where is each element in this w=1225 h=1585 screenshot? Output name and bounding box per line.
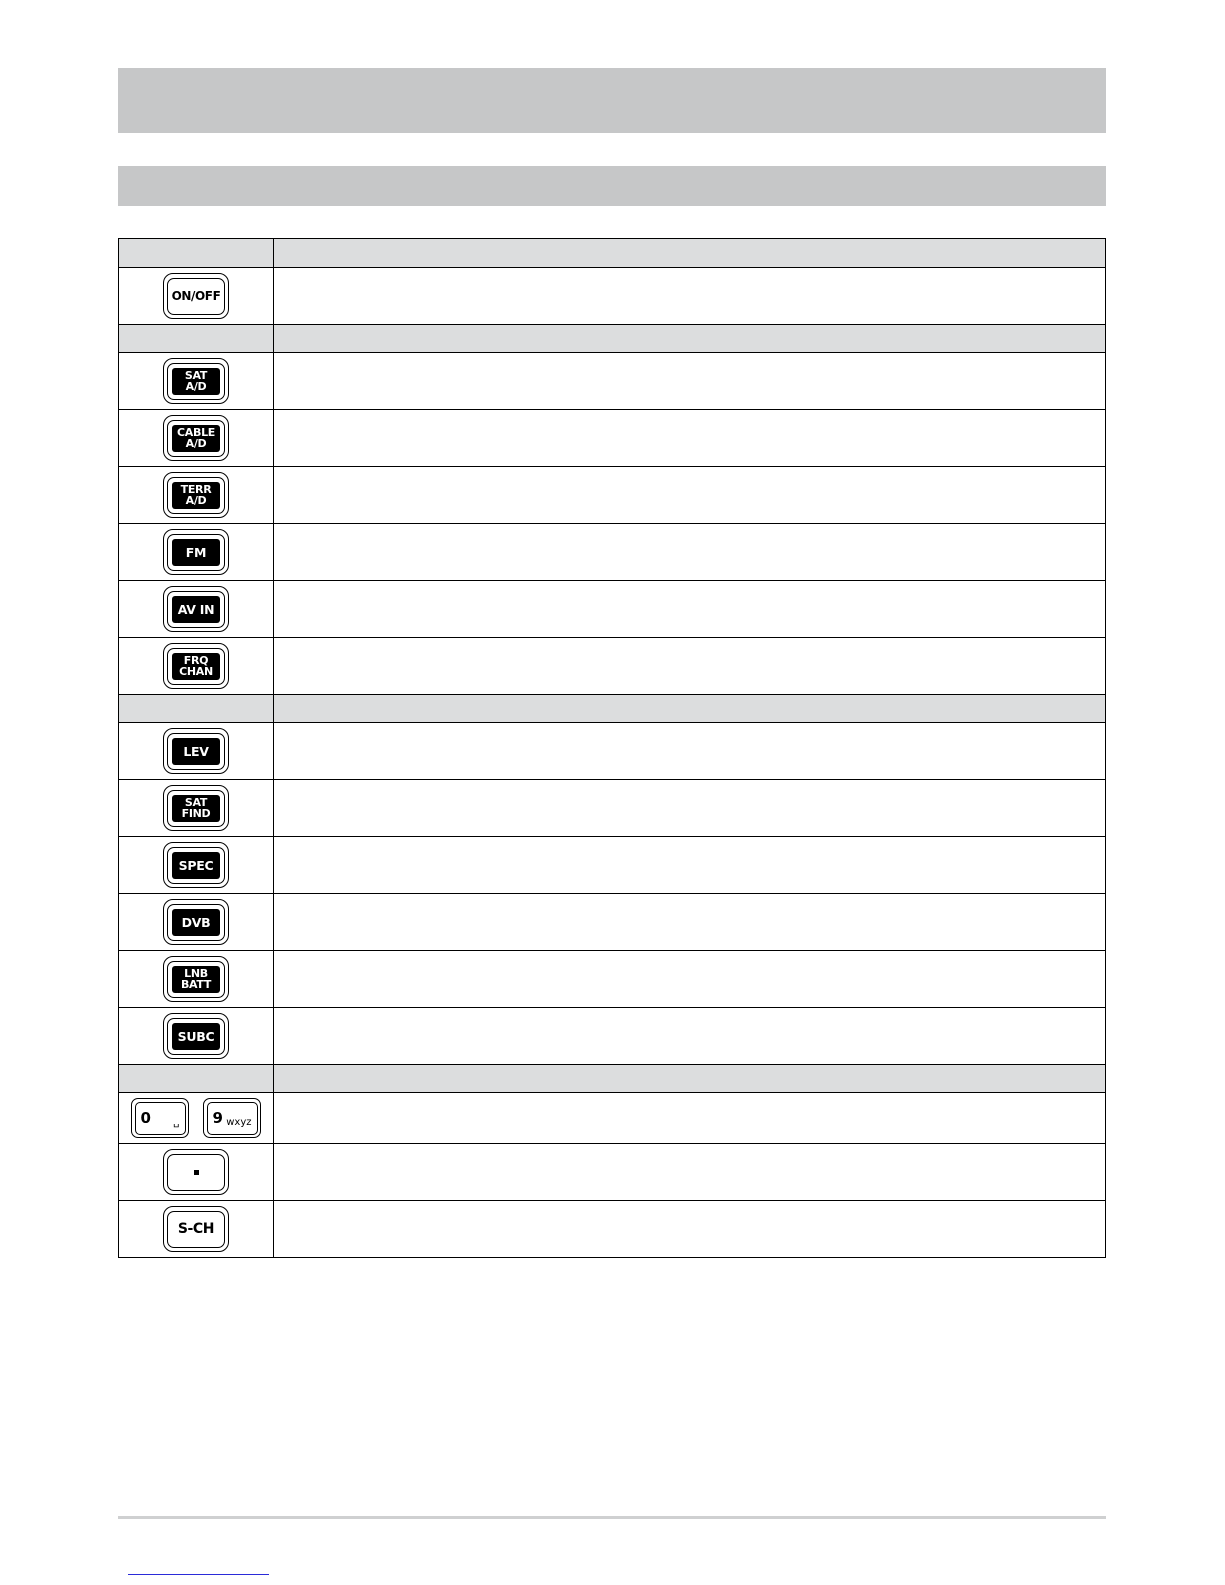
table-row <box>119 951 1106 1008</box>
key-label-line: CHAN <box>179 665 213 678</box>
sat-ad-key[interactable] <box>163 358 229 404</box>
section-header-row <box>119 695 1106 723</box>
table-row <box>119 1093 1106 1144</box>
key-label-line: SAT <box>184 369 208 382</box>
key-label-line: FM <box>185 544 207 560</box>
table-row <box>119 837 1106 894</box>
key-label-line: CABLE <box>177 426 215 439</box>
key-label-line: FRQ <box>183 654 209 667</box>
key-label-line: AV IN <box>177 601 215 617</box>
section-header-row <box>119 325 1106 353</box>
keys-table <box>118 238 1106 1258</box>
cable-ad-key[interactable] <box>163 415 229 461</box>
table-row <box>119 780 1106 837</box>
title-banner <box>118 68 1106 133</box>
fm-key[interactable] <box>163 529 229 575</box>
table-row <box>119 353 1106 410</box>
key-label-line: LEV <box>183 743 209 759</box>
frq-chan-key[interactable] <box>163 643 229 689</box>
footer-rule <box>118 1516 1106 1519</box>
key-label-line: DVB <box>181 914 211 930</box>
key-label-line: BATT <box>180 978 212 991</box>
key-label-line: A/D <box>185 380 207 393</box>
table-row <box>119 1201 1106 1258</box>
subc-key[interactable] <box>163 1013 229 1059</box>
key-label-line: SUBC <box>177 1028 215 1044</box>
av-in-key[interactable] <box>163 586 229 632</box>
key-label-line: TERR <box>180 483 212 496</box>
key-label-line: FIND <box>181 807 211 820</box>
table-row <box>119 524 1106 581</box>
table-row <box>119 581 1106 638</box>
digit-label: 9 <box>212 1109 223 1127</box>
lnb-batt-key[interactable] <box>163 956 229 1002</box>
table-row <box>119 723 1106 780</box>
footer-link[interactable] <box>128 1574 269 1575</box>
dot-key[interactable] <box>163 1149 229 1195</box>
table-row <box>119 894 1106 951</box>
sat-find-key[interactable] <box>163 785 229 831</box>
table-row <box>119 1008 1106 1065</box>
table-row <box>119 1144 1106 1201</box>
key-label-line: A/D <box>185 437 207 450</box>
letters-label: wxyz <box>226 1116 252 1128</box>
subtitle-banner <box>118 166 1106 206</box>
section-header-row <box>119 239 1106 268</box>
s-ch-key-label: S-CH <box>177 1221 215 1237</box>
table-row <box>119 638 1106 695</box>
power-key[interactable] <box>163 273 229 319</box>
table-row <box>119 410 1106 467</box>
s-ch-key[interactable] <box>163 1206 229 1252</box>
dvb-key[interactable] <box>163 899 229 945</box>
digit-0-key[interactable] <box>131 1098 189 1138</box>
section-header-row <box>119 1065 1106 1093</box>
table-row <box>119 268 1106 325</box>
table-row <box>119 467 1106 524</box>
terr-ad-key[interactable] <box>163 472 229 518</box>
space-glyph: ␣ <box>173 1116 180 1128</box>
digit-label: 0 <box>140 1109 151 1127</box>
key-label-line: LNB <box>184 967 208 980</box>
key-label-line: SPEC <box>178 857 214 873</box>
power-key-label: ON/OFF <box>171 289 221 303</box>
dot-icon <box>194 1170 199 1175</box>
spec-key[interactable] <box>163 842 229 888</box>
key-label-line: SAT <box>184 796 208 809</box>
lev-key[interactable] <box>163 728 229 774</box>
digit-9-key[interactable] <box>203 1098 261 1138</box>
key-label-line: A/D <box>185 494 207 507</box>
